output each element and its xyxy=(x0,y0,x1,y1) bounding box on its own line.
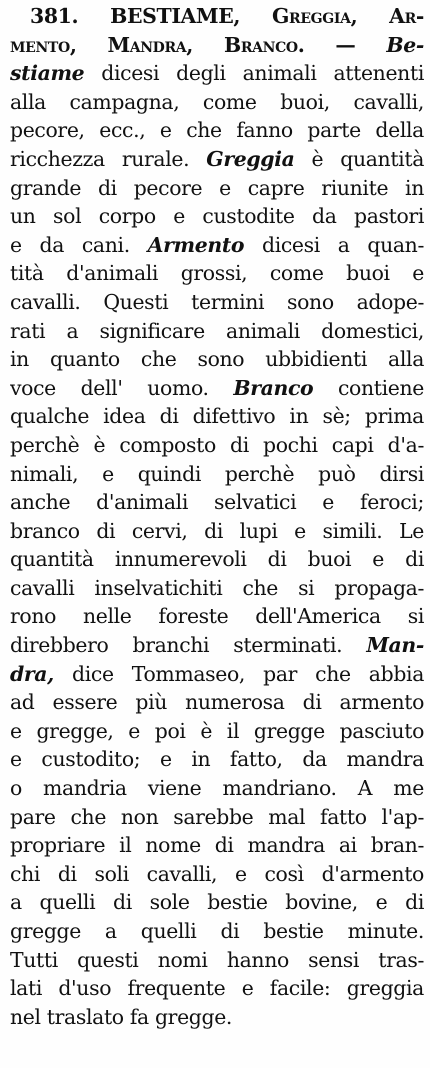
text-line xyxy=(10,345,424,374)
entry-heading: 381. BESTIAME, xyxy=(30,4,272,28)
italic-term: Greggia xyxy=(206,146,295,171)
text-line xyxy=(10,145,424,174)
text-line xyxy=(10,745,424,774)
line-text: o mandria viene mandriano. A me xyxy=(10,776,424,801)
text-line xyxy=(10,88,424,117)
italic-term: stiame xyxy=(10,61,85,86)
line-text: quantità innumerevoli di buoi e di xyxy=(10,547,424,572)
text-line xyxy=(10,288,424,317)
line-text: è quantità xyxy=(294,146,424,171)
text-line xyxy=(10,717,424,746)
line-text: e gregge, e poi è il gregge pasciuto xyxy=(10,718,424,743)
line-text: rono nelle foreste dell'America si xyxy=(10,604,424,629)
line-text: rati a significare animali domestici, xyxy=(10,318,424,343)
line-text: cavalli inselvatichiti che si propaga- xyxy=(10,575,424,600)
line-text: — xyxy=(304,32,387,57)
text-line xyxy=(10,660,424,689)
text-line xyxy=(10,774,424,803)
italic-term: Be- xyxy=(386,32,424,57)
text-line xyxy=(10,1003,424,1032)
line-text: qualche idea di difettivo in sè; prima xyxy=(10,404,424,429)
italic-term: Man- xyxy=(366,633,424,658)
line-text: e da cani. xyxy=(10,232,148,257)
line-text: cavalli. Questi termini sono adope- xyxy=(10,289,424,314)
text-line xyxy=(10,631,424,660)
line-text: tità d'animali grossi, come buoi e xyxy=(10,261,424,286)
text-line xyxy=(10,602,424,631)
line-text: contiene xyxy=(313,375,424,400)
text-line xyxy=(10,402,424,431)
text-line xyxy=(10,31,424,60)
line-text: Tutti questi nomi hanno sensi tras- xyxy=(10,947,424,972)
italic-term: Branco xyxy=(233,375,314,400)
text-line xyxy=(10,431,424,460)
text-line xyxy=(10,231,424,260)
line-text: ricchezza rurale. xyxy=(10,146,207,171)
entry-heading: mento, Mandra, Branco. xyxy=(10,32,305,57)
text-line xyxy=(10,803,424,832)
text-line xyxy=(10,574,424,603)
text-line xyxy=(10,946,424,975)
dictionary-entry-381 xyxy=(10,2,424,1031)
line-text: pecore, ecc., e che fanno parte della xyxy=(10,118,424,143)
text-line xyxy=(10,2,424,31)
entry-heading: Greggia, Ar- xyxy=(271,4,424,28)
line-text: branco di cervi, di lupi e simili. Le xyxy=(10,518,424,543)
text-line xyxy=(10,259,424,288)
line-text: voce dell' uomo. xyxy=(10,375,234,400)
line-text: in quanto che sono ubbidienti alla xyxy=(10,347,424,372)
text-line xyxy=(10,460,424,489)
line-text: dicesi degli animali attenenti xyxy=(84,61,424,86)
text-line xyxy=(10,517,424,546)
text-line xyxy=(10,488,424,517)
italic-term: dra, xyxy=(10,661,54,686)
line-text: gregge a quelli di bestie minute. xyxy=(10,919,424,943)
text-line xyxy=(10,545,424,574)
text-line xyxy=(10,831,424,860)
text-line xyxy=(10,116,424,145)
line-text: nel traslato fa gregge. xyxy=(10,1004,233,1029)
line-text: dice Tommaseo, par che abbia xyxy=(53,661,424,686)
line-text: e custodito; e in fatto, da mandra xyxy=(10,747,424,772)
text-line xyxy=(10,688,424,717)
line-text: chi di soli cavalli, e così d'armento xyxy=(10,861,424,886)
line-text: alla campagna, come buoi, cavalli, xyxy=(10,89,424,114)
line-text: pare che non sarebbe mal fatto l'ap- xyxy=(10,804,424,829)
line-text: grande di pecore e capre riunite in xyxy=(10,175,424,200)
text-line xyxy=(10,317,424,346)
text-line xyxy=(10,59,424,88)
line-text: propriare il nome di mandra ai bran- xyxy=(10,833,424,858)
line-text: nimali, e quindi perchè può dirsi xyxy=(10,461,424,486)
text-line xyxy=(10,888,424,917)
line-text: ad essere più numerosa di armento xyxy=(10,690,424,715)
line-text: dicesi a quan- xyxy=(244,232,424,257)
text-line xyxy=(10,374,424,403)
line-text: direbbero branchi sterminati. xyxy=(10,633,367,658)
line-text: un sol corpo e custodite da pastori xyxy=(10,204,424,229)
italic-term: Armento xyxy=(147,232,245,257)
text-line xyxy=(10,174,424,203)
line-text: anche d'animali selvatici e feroci; xyxy=(10,490,424,515)
line-text: perchè è composto di pochi capi d'a- xyxy=(10,432,424,457)
text-line xyxy=(10,202,424,231)
text-line xyxy=(10,917,424,946)
text-line xyxy=(10,974,424,1003)
text-line xyxy=(10,860,424,889)
line-text: a quelli di sole bestie bovine, e di xyxy=(10,890,424,915)
line-text: lati d'uso frequente e facile: greggia xyxy=(10,976,424,1001)
